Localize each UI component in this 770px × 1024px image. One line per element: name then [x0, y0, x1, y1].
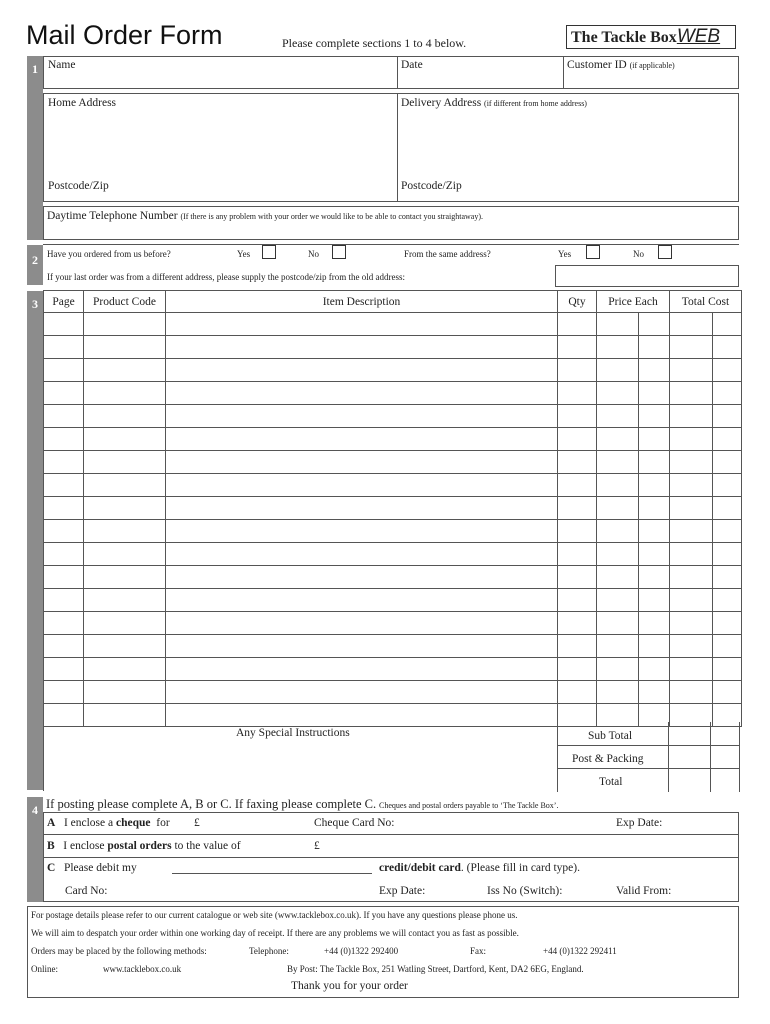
divider	[739, 722, 740, 792]
divider	[557, 768, 669, 769]
section-3-number: 3	[32, 297, 38, 311]
same-address-no-label: No	[633, 249, 644, 259]
cell-item-description[interactable]	[166, 336, 558, 359]
customer-id-note: (if applicable)	[629, 61, 675, 70]
name-label: Name	[48, 59, 76, 71]
cell-total-pence[interactable]	[713, 428, 742, 451]
cell-price-pence[interactable]	[639, 451, 670, 474]
option-a-cheque: cheque	[115, 817, 151, 829]
cell-page[interactable]	[44, 635, 84, 658]
divider	[43, 244, 739, 245]
cell-total-pence[interactable]	[713, 520, 742, 543]
cell-qty[interactable]	[558, 451, 597, 474]
cell-product-code[interactable]	[84, 382, 166, 405]
cheque-exp-label: Exp Date:	[616, 817, 663, 829]
footer-line-1: For postage details please refer to our current catalogue or web site (www.tacklebox.co.uk). If you have any questions please phone us.	[31, 910, 518, 920]
cell-product-code[interactable]	[84, 405, 166, 428]
cell-price-pence[interactable]	[639, 681, 670, 704]
cell-total-pounds[interactable]	[670, 474, 713, 497]
cell-price-pence[interactable]	[639, 658, 670, 681]
cell-total-pence[interactable]	[713, 405, 742, 428]
cell-page[interactable]	[44, 520, 84, 543]
cell-price-pounds[interactable]	[597, 543, 639, 566]
same-address-question: From the same address?	[404, 249, 491, 259]
cell-price-pounds[interactable]	[597, 681, 639, 704]
cell-price-pence[interactable]	[639, 566, 670, 589]
table-row	[44, 681, 742, 704]
cell-price-pounds[interactable]	[597, 451, 639, 474]
cell-product-code[interactable]	[84, 474, 166, 497]
payment-intro: If posting please complete A, B or C. If faxing please complete C.	[46, 797, 377, 811]
delivery-address-label: Delivery Address	[401, 97, 482, 109]
form-subtitle: Please complete sections 1 to 4 below.	[282, 36, 467, 50]
table-header-row	[44, 291, 742, 313]
cell-qty[interactable]	[558, 589, 597, 612]
cell-price-pounds[interactable]	[597, 566, 639, 589]
table-row	[44, 520, 742, 543]
cell-page[interactable]	[44, 313, 84, 336]
cell-qty[interactable]	[558, 520, 597, 543]
cell-qty[interactable]	[558, 635, 597, 658]
cell-product-code[interactable]	[84, 681, 166, 704]
cell-product-code[interactable]	[84, 612, 166, 635]
cell-total-pence[interactable]	[713, 451, 742, 474]
cell-page[interactable]	[44, 543, 84, 566]
delivery-address-note: (if different from home address)	[484, 99, 587, 108]
cell-price-pence[interactable]	[639, 635, 670, 658]
cell-item-description[interactable]	[166, 359, 558, 382]
cell-price-pounds[interactable]	[597, 474, 639, 497]
cell-page[interactable]	[44, 658, 84, 681]
cell-total-pence[interactable]	[713, 497, 742, 520]
card-exp-label: Exp Date:	[379, 885, 426, 897]
cell-price-pence[interactable]	[639, 336, 670, 359]
option-b-rest: to the value of	[174, 840, 241, 852]
cell-product-code[interactable]	[84, 428, 166, 451]
online-label: Online:	[31, 964, 58, 974]
cell-price-pence[interactable]	[639, 589, 670, 612]
cell-qty[interactable]	[558, 681, 597, 704]
section-1-number: 1	[32, 62, 38, 76]
tackle-box-logo	[566, 25, 736, 49]
cell-product-code[interactable]	[84, 359, 166, 382]
home-postcode-label: Postcode/Zip	[48, 180, 109, 192]
section-4-number: 4	[32, 803, 38, 817]
cell-product-code[interactable]	[84, 520, 166, 543]
cell-page[interactable]	[44, 474, 84, 497]
cell-price-pounds[interactable]	[597, 405, 639, 428]
cell-page[interactable]	[44, 497, 84, 520]
ordered-before-yes-checkbox[interactable]	[262, 245, 276, 259]
cell-item-description[interactable]	[166, 313, 558, 336]
cell-qty[interactable]	[558, 405, 597, 428]
col-total-cost: Total Cost	[670, 291, 742, 313]
home-address-label: Home Address	[48, 97, 117, 109]
cell-total-pence[interactable]	[713, 612, 742, 635]
order-methods-label: Orders may be placed by the following methods:	[31, 946, 207, 956]
cell-price-pence[interactable]	[639, 428, 670, 451]
col-qty: Qty	[558, 291, 597, 313]
cell-page[interactable]	[44, 589, 84, 612]
valid-from-label: Valid From:	[616, 885, 672, 897]
cell-qty[interactable]	[558, 612, 597, 635]
cell-qty[interactable]	[558, 497, 597, 520]
table-row	[44, 566, 742, 589]
cell-product-code[interactable]	[84, 336, 166, 359]
cell-item-description[interactable]	[166, 612, 558, 635]
old-address-prompt: If your last order was from a different address, please supply the postcode/zip from the old address:	[47, 272, 405, 282]
divider	[668, 722, 669, 792]
thank-you-message: Thank you for your order	[291, 980, 408, 992]
address-row	[43, 93, 739, 202]
table-row	[44, 474, 742, 497]
col-item-description: Item Description	[166, 291, 558, 313]
cell-item-description[interactable]	[166, 589, 558, 612]
cheque-amount-field[interactable]	[194, 817, 200, 829]
divider	[563, 56, 564, 89]
cell-qty[interactable]	[558, 359, 597, 382]
cell-price-pounds[interactable]	[597, 313, 639, 336]
cell-price-pence[interactable]	[639, 405, 670, 428]
section-3-bar	[27, 291, 43, 790]
cell-total-pounds[interactable]	[670, 566, 713, 589]
cell-total-pence[interactable]	[713, 336, 742, 359]
postal-order-amount-field[interactable]	[314, 840, 320, 852]
section-2-number: 2	[32, 253, 38, 267]
cell-total-pounds[interactable]	[670, 428, 713, 451]
cell-price-pence[interactable]	[639, 382, 670, 405]
ordered-before-no-label: No	[308, 249, 319, 259]
cell-total-pounds[interactable]	[670, 336, 713, 359]
cell-total-pounds[interactable]	[670, 313, 713, 336]
cell-qty[interactable]	[558, 382, 597, 405]
special-instructions-field[interactable]	[43, 722, 558, 791]
table-row	[44, 428, 742, 451]
cell-total-pounds[interactable]	[670, 589, 713, 612]
delivery-address-field[interactable]	[401, 97, 587, 109]
divider	[43, 834, 739, 835]
table-row	[44, 336, 742, 359]
option-c-text: Please debit my	[63, 862, 137, 874]
totals-box	[557, 722, 739, 792]
cell-qty[interactable]	[558, 543, 597, 566]
divider	[710, 722, 711, 792]
table-row	[44, 543, 742, 566]
card-type-input[interactable]	[172, 873, 372, 874]
cell-product-code[interactable]	[84, 497, 166, 520]
table-row	[44, 313, 742, 336]
card-number-label: Card No:	[65, 885, 108, 897]
cell-qty[interactable]	[558, 428, 597, 451]
cell-total-pounds[interactable]	[670, 497, 713, 520]
cell-qty[interactable]	[558, 336, 597, 359]
cell-total-pounds[interactable]	[670, 543, 713, 566]
cell-product-code[interactable]	[84, 543, 166, 566]
cell-item-description[interactable]	[166, 658, 558, 681]
option-a-letter: A	[47, 817, 56, 829]
cell-price-pounds[interactable]	[597, 612, 639, 635]
cell-price-pounds[interactable]	[597, 336, 639, 359]
name-field[interactable]	[48, 59, 75, 71]
footer-line-2: We will aim to despatch your order within one working day of receipt. If there are any problems we will contact you as fast as possible.	[31, 928, 519, 938]
table-row	[44, 612, 742, 635]
cell-price-pounds[interactable]	[597, 359, 639, 382]
post-packing-input[interactable]	[670, 746, 710, 768]
cell-item-description[interactable]	[166, 566, 558, 589]
cell-price-pence[interactable]	[639, 520, 670, 543]
cell-total-pence[interactable]	[713, 635, 742, 658]
cell-qty[interactable]	[558, 566, 597, 589]
table-row	[44, 658, 742, 681]
cell-price-pounds[interactable]	[597, 428, 639, 451]
cell-item-description[interactable]	[166, 635, 558, 658]
cell-item-description[interactable]	[166, 405, 558, 428]
cell-page[interactable]	[44, 451, 84, 474]
logo-web-text: WEB	[676, 26, 721, 47]
cell-page[interactable]	[44, 359, 84, 382]
valid-from-field[interactable]	[616, 885, 671, 897]
cheque-card-label: Cheque Card No:	[314, 817, 395, 829]
fax-label: Fax:	[470, 946, 487, 956]
table-row	[44, 405, 742, 428]
cell-product-code[interactable]	[84, 566, 166, 589]
cell-price-pounds[interactable]	[597, 497, 639, 520]
cell-qty[interactable]	[558, 474, 597, 497]
cell-page[interactable]	[44, 336, 84, 359]
cell-total-pence[interactable]	[713, 359, 742, 382]
cell-price-pounds[interactable]	[597, 658, 639, 681]
cell-price-pounds[interactable]	[597, 589, 639, 612]
cell-product-code[interactable]	[84, 635, 166, 658]
cell-total-pence[interactable]	[713, 589, 742, 612]
delivery-postcode-label: Postcode/Zip	[401, 180, 462, 192]
divider	[397, 56, 398, 89]
section-1-bar	[27, 56, 43, 240]
cell-price-pounds[interactable]	[597, 520, 639, 543]
ordered-before-no-checkbox[interactable]	[332, 245, 346, 259]
table-row	[44, 382, 742, 405]
section-4-bar	[27, 797, 43, 902]
table-row	[44, 451, 742, 474]
payment-intro-note: Cheques and postal orders payable to ‘The Tackle Box’.	[379, 801, 559, 810]
option-b-letter: B	[47, 840, 55, 852]
cheque-card-field[interactable]	[314, 817, 394, 829]
cell-item-description[interactable]	[166, 543, 558, 566]
cell-price-pence[interactable]	[639, 497, 670, 520]
sub-total-label: Sub Total	[588, 730, 633, 742]
ordered-before-yes-label: Yes	[237, 249, 251, 259]
option-b-postal-orders: postal orders	[107, 840, 172, 852]
col-page: Page	[44, 291, 84, 313]
cell-total-pounds[interactable]	[670, 405, 713, 428]
cell-total-pounds[interactable]	[670, 658, 713, 681]
post-packing-label: Post & Packing	[572, 753, 644, 765]
cell-total-pence[interactable]	[713, 313, 742, 336]
cell-total-pence[interactable]	[713, 474, 742, 497]
col-price-each: Price Each	[597, 291, 670, 313]
cell-price-pence[interactable]	[639, 359, 670, 382]
cell-total-pence[interactable]	[713, 658, 742, 681]
same-address-yes-label: Yes	[558, 249, 572, 259]
cell-item-description[interactable]	[166, 497, 558, 520]
option-a-for: for	[156, 817, 170, 829]
cell-page[interactable]	[44, 612, 84, 635]
cell-price-pence[interactable]	[639, 313, 670, 336]
cell-total-pounds[interactable]	[670, 382, 713, 405]
date-field[interactable]	[401, 59, 423, 71]
cell-page[interactable]	[44, 428, 84, 451]
pound-sign-b: £	[314, 840, 320, 852]
post-address: By Post: The Tackle Box, 251 Watling Street, Dartford, Kent, DA2 6EG, England.	[287, 964, 584, 974]
ordered-before-question: Have you ordered from us before?	[47, 249, 171, 259]
logo-main-text: The Tackle Box	[571, 29, 677, 46]
cell-price-pounds[interactable]	[597, 635, 639, 658]
card-exp-field[interactable]	[379, 885, 425, 897]
total-label: Total	[599, 776, 623, 788]
cheque-exp-field[interactable]	[616, 817, 662, 829]
cell-price-pounds[interactable]	[597, 382, 639, 405]
cell-total-pence[interactable]	[713, 566, 742, 589]
cell-page[interactable]	[44, 566, 84, 589]
cell-item-description[interactable]	[166, 382, 558, 405]
cell-qty[interactable]	[558, 658, 597, 681]
cell-total-pounds[interactable]	[670, 520, 713, 543]
cell-total-pounds[interactable]	[670, 612, 713, 635]
table-row	[44, 359, 742, 382]
order-items-table	[43, 290, 742, 727]
cell-product-code[interactable]	[84, 451, 166, 474]
phone-note: (If there is any problem with your order we would like to be able to contact you straightaway).	[180, 212, 484, 221]
telephone-label: Telephone:	[249, 946, 289, 956]
col-product-code: Product Code	[84, 291, 166, 313]
cell-total-pounds[interactable]	[670, 359, 713, 382]
special-instructions-label: Any Special Instructions	[236, 727, 350, 739]
table-row	[44, 589, 742, 612]
cell-item-description[interactable]	[166, 428, 558, 451]
cell-price-pence[interactable]	[639, 474, 670, 497]
sub-total-input[interactable]	[670, 723, 710, 745]
website-link[interactable]: www.tacklebox.co.uk	[103, 964, 182, 974]
section-2-bar	[27, 245, 43, 285]
option-c-letter: C	[47, 862, 56, 874]
cell-page[interactable]	[44, 681, 84, 704]
fax-number: +44 (0)1322 292411	[543, 946, 617, 956]
cell-qty[interactable]	[558, 313, 597, 336]
cell-item-description[interactable]	[166, 681, 558, 704]
divider	[43, 857, 739, 858]
total-input[interactable]	[670, 769, 710, 791]
cell-total-pounds[interactable]	[670, 681, 713, 704]
pound-sign-a: £	[194, 817, 200, 829]
card-number-field[interactable]	[65, 885, 107, 897]
same-address-yes-checkbox[interactable]	[586, 245, 600, 259]
option-a-text: I enclose a	[63, 817, 114, 829]
telephone-number: +44 (0)1322 292400	[324, 946, 399, 956]
cell-page[interactable]	[44, 382, 84, 405]
issue-number-label: Iss No (Switch):	[487, 885, 563, 897]
cell-price-pence[interactable]	[639, 543, 670, 566]
table-row	[44, 635, 742, 658]
form-title: Mail Order Form	[26, 20, 223, 50]
cell-total-pence[interactable]	[713, 543, 742, 566]
cell-total-pounds[interactable]	[670, 451, 713, 474]
table-row	[44, 497, 742, 520]
cell-total-pounds[interactable]	[670, 635, 713, 658]
customer-id-field[interactable]	[567, 59, 675, 71]
divider	[557, 745, 669, 746]
old-postcode-input[interactable]	[555, 265, 739, 287]
option-c-rest: . (Please fill in card type).	[460, 862, 580, 874]
option-b-text: I enclose	[63, 840, 105, 852]
cell-product-code[interactable]	[84, 589, 166, 612]
divider	[397, 93, 398, 202]
cell-product-code[interactable]	[84, 313, 166, 336]
date-label: Date	[401, 59, 423, 71]
cell-item-description[interactable]	[166, 451, 558, 474]
cell-total-pence[interactable]	[713, 382, 742, 405]
cell-item-description[interactable]	[166, 474, 558, 497]
option-c-credit-debit: credit/debit card	[379, 862, 461, 874]
customer-id-label: Customer ID	[567, 59, 627, 71]
cell-page[interactable]	[44, 405, 84, 428]
phone-label: Daytime Telephone Number	[47, 210, 178, 222]
cell-total-pence[interactable]	[713, 681, 742, 704]
issue-number-field[interactable]	[487, 885, 562, 897]
cell-product-code[interactable]	[84, 658, 166, 681]
cell-item-description[interactable]	[166, 520, 558, 543]
home-address-field[interactable]	[48, 97, 116, 109]
same-address-no-checkbox[interactable]	[658, 245, 672, 259]
cell-price-pence[interactable]	[639, 612, 670, 635]
